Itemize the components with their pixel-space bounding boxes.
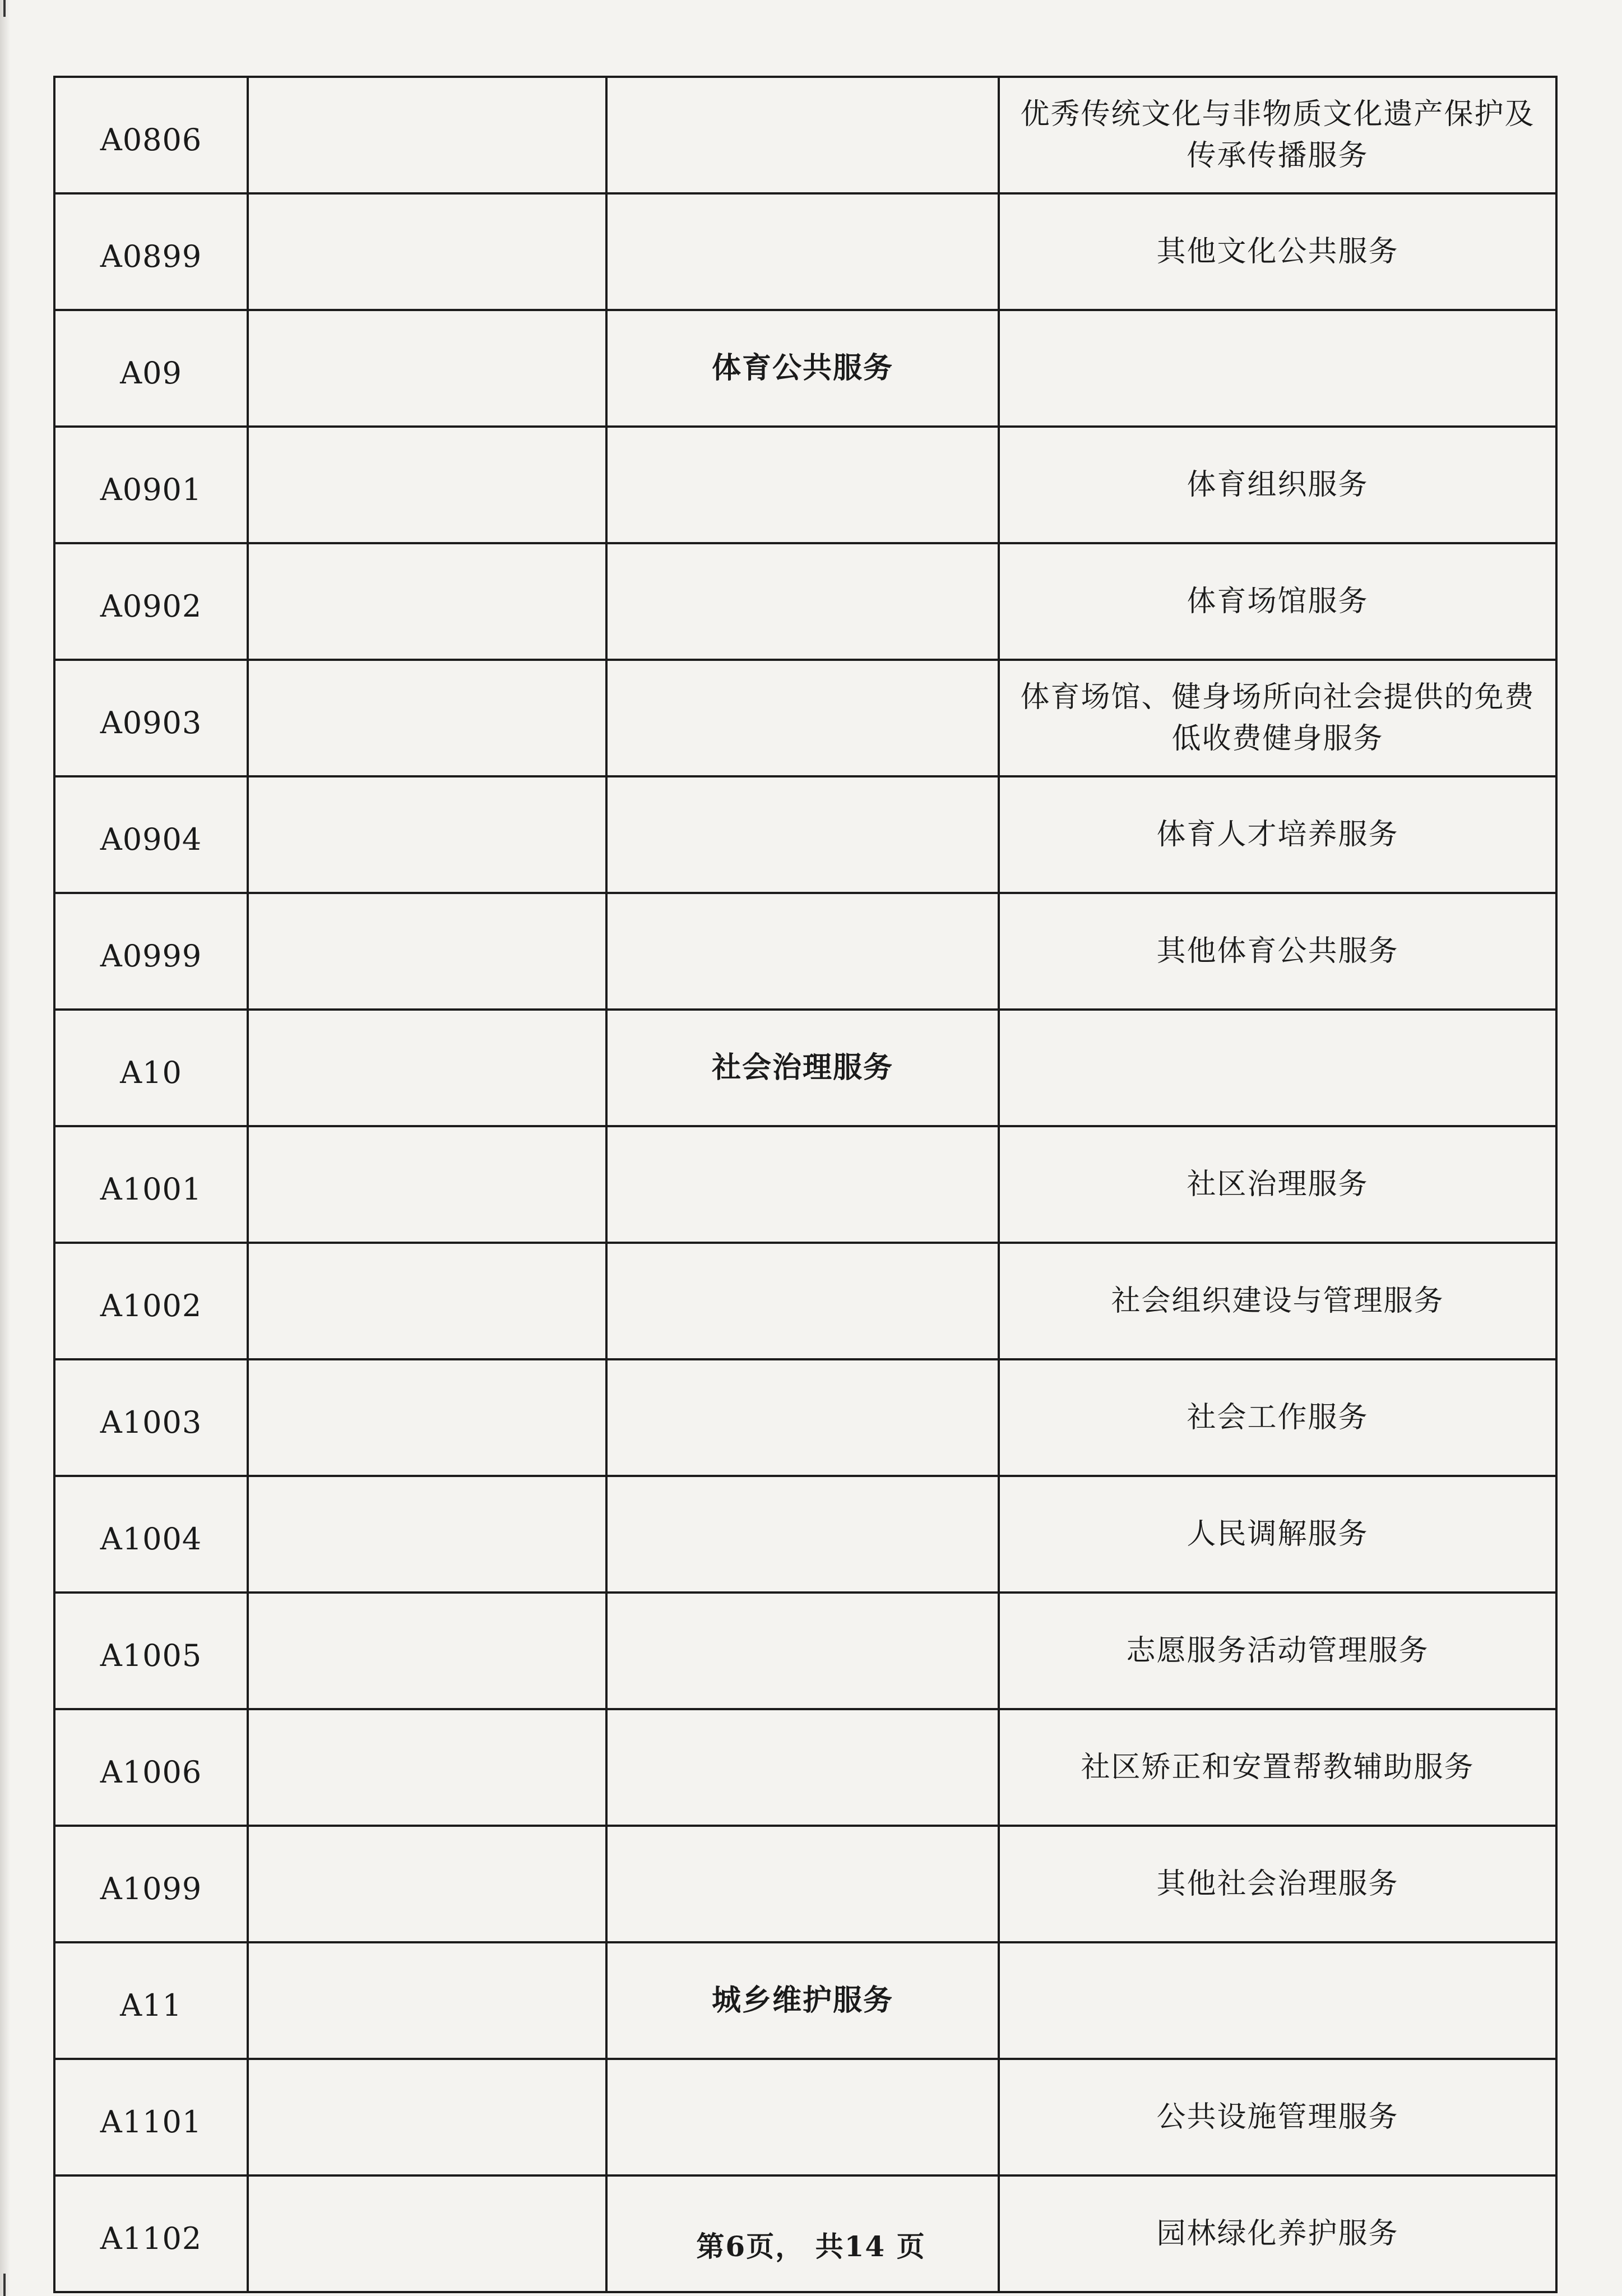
level2-cell [606,893,999,1010]
level2-cell [606,1126,999,1243]
table-row [54,893,1556,1010]
service-catalog-table [53,76,1558,2293]
code-cell: A0904 [54,776,248,893]
code-cell: A1101 [54,2059,248,2175]
level2-cell [606,1593,999,1709]
code-cell: A1003 [54,1359,248,1476]
table-row [54,1826,1556,1942]
level1-cell [248,310,606,427]
level3-cell: 体育人才培养服务 [999,776,1556,893]
level1-cell [248,1709,606,1826]
code-cell: A1004 [54,1476,248,1593]
table-row [54,77,1556,193]
level3-cell: 社区矫正和安置帮教辅助服务 [999,1709,1556,1826]
level1-cell [248,1359,606,1476]
level2-cell [606,193,999,310]
code-cell: A10 [54,1010,248,1126]
level2-cell [606,1476,999,1593]
code-cell: A0901 [54,427,248,543]
code-cell: A0806 [54,77,248,193]
level3-cell: 其他社会治理服务 [999,1826,1556,1942]
level1-cell [248,1126,606,1243]
level1-cell [248,1010,606,1126]
level2-cell [606,1709,999,1826]
level1-cell [248,1243,606,1359]
code-cell: A1005 [54,1593,248,1709]
table-row [54,310,1556,427]
code-cell: A1099 [54,1826,248,1942]
level1-cell [248,660,606,776]
level2-cell [606,660,999,776]
table-row [54,2059,1556,2175]
level3-cell: 体育场馆、健身场所向社会提供的免费低收费健身服务 [999,660,1556,776]
level1-cell [248,193,606,310]
table-row [54,1593,1556,1709]
level1-cell [248,893,606,1010]
level2-cell [606,1359,999,1476]
code-cell: A09 [54,310,248,427]
table-row [54,776,1556,893]
code-cell: A1102 [54,2175,248,2292]
page-footer: 第6页， 共14 页 [696,2230,926,2263]
level3-cell [999,1010,1556,1126]
level1-cell [248,77,606,193]
table-row [54,1126,1556,1243]
level3-cell: 体育组织服务 [999,427,1556,543]
table-row [54,660,1556,776]
code-cell: A0902 [54,543,248,660]
table-row [54,1942,1556,2059]
code-cell: A0999 [54,893,248,1010]
code-cell: A1006 [54,1709,248,1826]
level3-cell: 社区治理服务 [999,1126,1556,1243]
level3-cell [999,1942,1556,2059]
level2-cell [606,1243,999,1359]
code-cell: A1002 [54,1243,248,1359]
level2-cell [606,77,999,193]
level1-cell [248,2059,606,2175]
level3-cell: 人民调解服务 [999,1476,1556,1593]
code-cell: A0903 [54,660,248,776]
page-left-shadow [0,0,10,2296]
table-row [54,1010,1556,1126]
level2-cell [606,427,999,543]
table-row [54,543,1556,660]
table-row [54,193,1556,310]
level3-cell: 其他体育公共服务 [999,893,1556,1010]
table-row [54,1359,1556,1476]
level3-cell: 社会工作服务 [999,1359,1556,1476]
level3-cell: 社会组织建设与管理服务 [999,1243,1556,1359]
level2-cell: 社会治理服务 [606,1010,999,1126]
level3-cell: 公共设施管理服务 [999,2059,1556,2175]
level2-cell: 城乡维护服务 [606,1942,999,2059]
level1-cell [248,1942,606,2059]
level2-cell [606,543,999,660]
table-row [54,427,1556,543]
level2-cell [606,776,999,893]
catalog-table-body [54,77,1556,2292]
level3-cell [999,310,1556,427]
level2-cell [606,1826,999,1942]
table-row [54,1709,1556,1826]
level3-cell: 其他文化公共服务 [999,193,1556,310]
code-cell: A0899 [54,193,248,310]
level3-cell: 优秀传统文化与非物质文化遗产保护及传承传播服务 [999,77,1556,193]
scan-edge-mark-bottom [3,2274,6,2296]
level1-cell [248,1826,606,1942]
level2-cell: 体育公共服务 [606,310,999,427]
level1-cell [248,776,606,893]
table-row [54,1476,1556,1593]
scan-edge-mark [3,0,6,17]
level1-cell [248,1593,606,1709]
level1-cell [248,1476,606,1593]
level3-cell: 园林绿化养护服务 [999,2175,1556,2292]
level1-cell [248,427,606,543]
level3-cell: 志愿服务活动管理服务 [999,1593,1556,1709]
level2-cell [606,2059,999,2175]
level1-cell [248,543,606,660]
table-row [54,1243,1556,1359]
code-cell: A1001 [54,1126,248,1243]
level3-cell: 体育场馆服务 [999,543,1556,660]
code-cell: A11 [54,1942,248,2059]
